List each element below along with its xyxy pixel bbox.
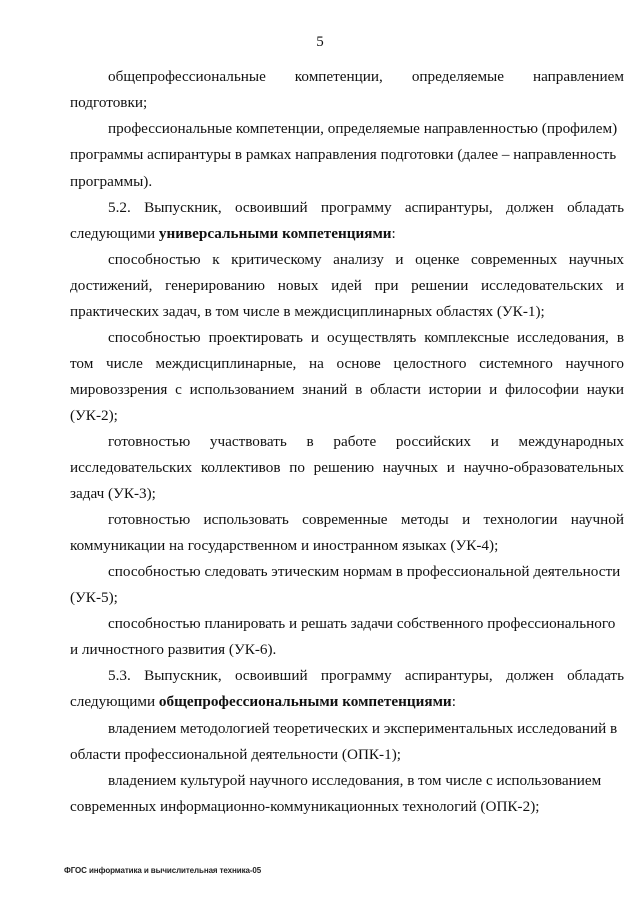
text-line [70, 693, 624, 711]
text-line: практических задач, в том числе в междисциплинарных областях (УК-1); [70, 303, 545, 320]
text-line: коммуникации на государственном и иностранном языках (УК-4); [70, 537, 499, 554]
text-line: (УК-5); [70, 589, 118, 606]
text-line: профессиональные компетенции, определяемые направленностью (профилем) [108, 120, 618, 137]
text-line: том числе междисциплинарные, на основе целостного системного научного [70, 355, 624, 372]
text-run: : [391, 225, 396, 242]
text-line: достижений, генерированию новых идей при решении исследовательских и [70, 277, 624, 294]
text-line: (УК-2); [70, 407, 118, 424]
text-line: готовностью использовать современные методы и технологии научной [108, 511, 624, 528]
text-line: способностью проектировать и осуществлять комплексные исследования, в [108, 329, 624, 346]
text-line: современных информационно-коммуникационных технологий (ОПК-2); [70, 798, 540, 815]
text-line: владением методологией теоретических и экспериментальных исследований в [108, 720, 618, 737]
text-line: программы аспирантуры в рамках направления подготовки (далее – направленность [70, 146, 617, 163]
text-line: общепрофессиональные компетенции, определяемые направлением [108, 68, 624, 85]
text-run: следующими [70, 693, 159, 710]
text-line [70, 225, 624, 243]
text-line: программы). [70, 173, 153, 190]
text-line: 5.2. Выпускник, освоивший программу аспирантуры, должен обладать [108, 199, 624, 216]
text-line: подготовки; [70, 94, 148, 111]
text-line: области профессиональной деятельности (ОПК-1); [70, 746, 401, 763]
text-run: : [451, 693, 456, 710]
text-line: мировоззрения с использованием знаний в области истории и философии науки [70, 381, 624, 398]
text-line: задач (УК-3); [70, 485, 156, 502]
text-line: владением культурой научного исследования, в том числе с использованием [108, 772, 602, 789]
text-line: 5.3. Выпускник, освоивший программу аспирантуры, должен обладать [108, 667, 624, 684]
text-line: готовностью участвовать в работе российских и международных [108, 433, 624, 450]
page-number: 5 [316, 34, 324, 50]
page-footer: ФГОС информатика и вычислительная техника-05 [64, 866, 262, 875]
text-line: исследовательских коллективов по решению научных и научно-образовательных [70, 459, 624, 476]
bold-term: универсальными компетенциями [158, 225, 392, 242]
text-line: и личностного развития (УК-6). [70, 641, 277, 658]
text-line: способностью следовать этическим нормам в профессиональной деятельности [108, 563, 621, 580]
text-line: способностью к критическому анализу и оценке современных научных [108, 251, 624, 268]
text-line: способностью планировать и решать задачи собственного профессионального [108, 615, 616, 632]
bold-term: общепрофессиональными компетенциями [158, 693, 452, 710]
text-run: следующими [70, 225, 159, 242]
